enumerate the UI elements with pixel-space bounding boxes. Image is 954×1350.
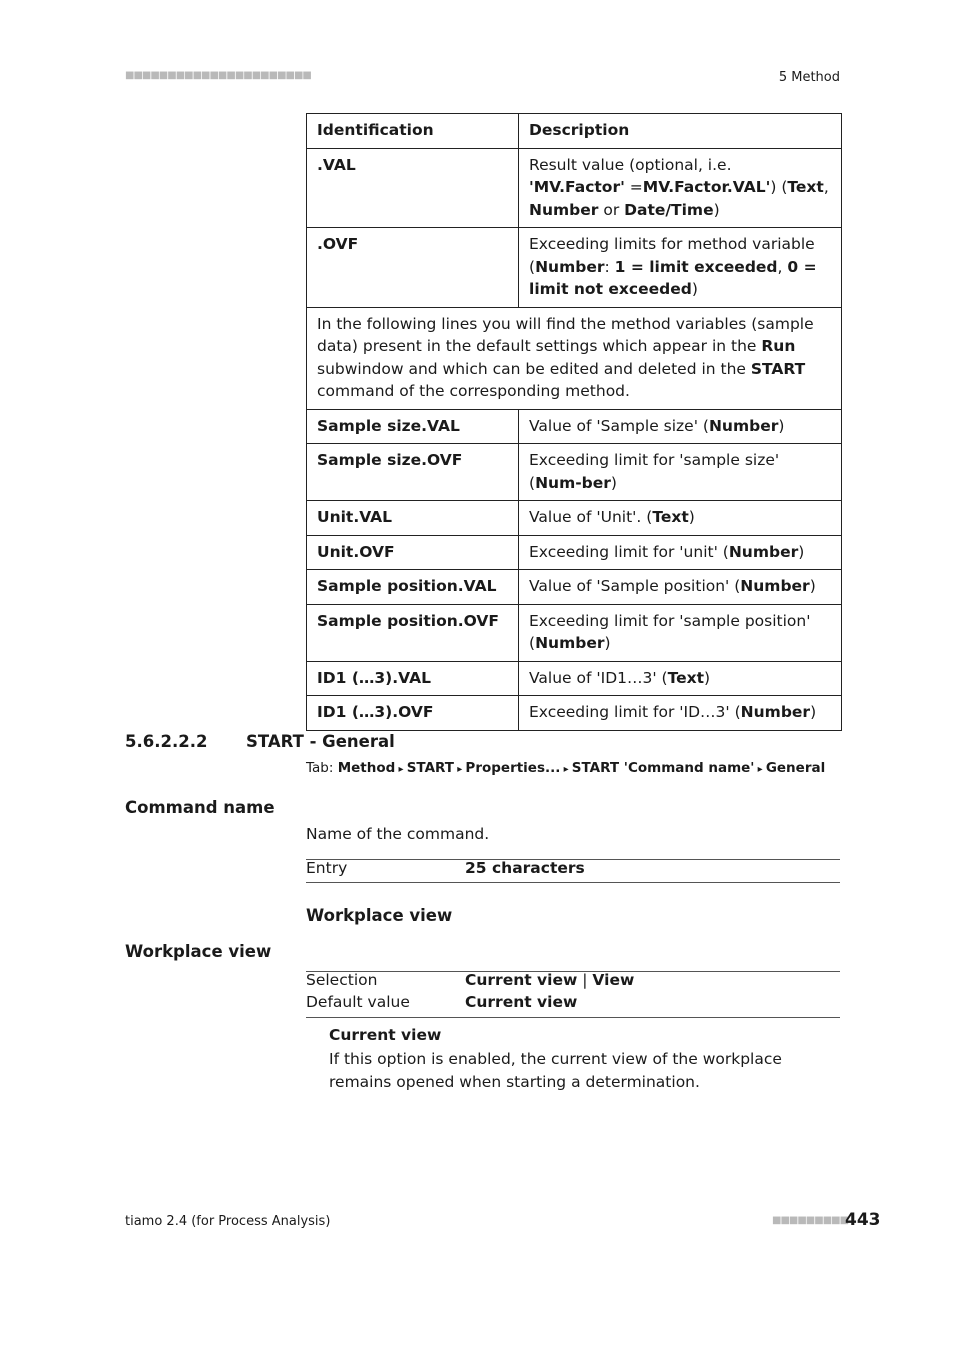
entry-key: Entry xyxy=(306,859,348,877)
row-identification: ID1 (…3).VAL xyxy=(307,661,519,696)
identification-table-body xyxy=(307,114,842,731)
default-key: Default value xyxy=(306,993,410,1011)
row-description: Exceeding limit for 'ID…3' (Number) xyxy=(519,696,842,731)
table-note-row xyxy=(307,307,842,409)
tab-path-item: General xyxy=(765,760,826,776)
row-description: Exceeding limit for 'unit' (Number) xyxy=(519,535,842,570)
selection-separator: | xyxy=(582,971,588,989)
tab-path-separator-icon: ▸ xyxy=(395,764,407,775)
option-description: If this option is enabled, the current view of the workplace remains opened when starting a determination. xyxy=(329,1050,782,1091)
table-row xyxy=(307,228,842,308)
selection-values xyxy=(465,971,634,989)
row-description: Value of 'ID1…3' (Text) xyxy=(519,661,842,696)
row-description: Exceeding limit for 'sample size' (Num-ber) xyxy=(519,444,842,501)
row-description: Exceeding limits for method variable (Number: 1 = limit exceeded, 0 = limit not exceeded) xyxy=(519,228,842,308)
option-title: Current view xyxy=(329,1026,442,1044)
row-description: Result value (optional, i.e. 'MV.Factor' =MV.Factor.VAL') (Text, Number or Date/Time) xyxy=(519,148,842,228)
table-header-identification: Identification xyxy=(307,114,519,149)
tab-path-item: Method xyxy=(337,760,396,776)
row-identification: Sample size.VAL xyxy=(307,409,519,444)
footer-product: tiamo 2.4 (for Process Analysis) xyxy=(125,1214,331,1229)
identification-table xyxy=(306,113,842,731)
table-header-description: Description xyxy=(519,114,842,149)
table-row xyxy=(307,604,842,661)
table-row xyxy=(307,570,842,605)
selection-value-view: View xyxy=(592,971,635,989)
table-row xyxy=(307,535,842,570)
table-header-row xyxy=(307,114,842,149)
row-identification: Unit.VAL xyxy=(307,501,519,536)
table-row xyxy=(307,661,842,696)
row-description: Value of 'Sample size' (Number) xyxy=(519,409,842,444)
tab-prefix: Tab: xyxy=(306,760,334,776)
default-value: Current view xyxy=(465,993,578,1011)
header-chapter: 5 Method xyxy=(778,70,840,85)
command-name-description: Name of the command. xyxy=(306,825,490,843)
divider xyxy=(306,882,840,883)
divider xyxy=(306,1017,840,1018)
table-note: In the following lines you will find the method variables (sample data) present in the default settings which appear in the Run subwindow and which can be edited and deleted in the START command of the corresponding method. xyxy=(307,307,842,409)
workplace-subheading: Workplace view xyxy=(306,906,453,925)
tab-path-item: Properties... xyxy=(465,760,561,776)
row-description: Value of 'Unit'. (Text) xyxy=(519,501,842,536)
tab-path-separator-icon: ▸ xyxy=(560,764,572,775)
tab-path-item: START 'Command name' xyxy=(571,760,755,776)
section-title: START - General xyxy=(246,732,395,751)
selection-value-current-view: Current view xyxy=(465,971,578,989)
row-identification: Sample position.OVF xyxy=(307,604,519,661)
row-identification: Sample size.OVF xyxy=(307,444,519,501)
entry-value: 25 characters xyxy=(465,859,585,877)
row-identification: .OVF xyxy=(307,228,519,308)
workplace-view-label: Workplace view xyxy=(125,942,272,961)
row-identification: ID1 (…3).OVF xyxy=(307,696,519,731)
row-identification: Unit.OVF xyxy=(307,535,519,570)
selection-key: Selection xyxy=(306,971,378,989)
row-description: Value of 'Sample position' (Number) xyxy=(519,570,842,605)
section-number: 5.6.2.2.2 xyxy=(125,732,208,751)
command-name-label: Command name xyxy=(125,798,275,817)
row-description: Exceeding limit for 'sample position' (Number) xyxy=(519,604,842,661)
footer-decoration: ■■■■■■■■■ xyxy=(772,1215,849,1226)
table-row xyxy=(307,444,842,501)
row-identification: .VAL xyxy=(307,148,519,228)
table-row xyxy=(307,409,842,444)
table-row xyxy=(307,696,842,731)
header-decoration: ■■■■■■■■■■■■■■■■■■■■■■ xyxy=(125,70,311,81)
tab-path xyxy=(306,760,825,776)
tab-path-item: START xyxy=(406,760,455,776)
table-row xyxy=(307,148,842,228)
tab-path-separator-icon: ▸ xyxy=(454,764,466,775)
table-row xyxy=(307,501,842,536)
row-identification: Sample position.VAL xyxy=(307,570,519,605)
tab-path-separator-icon: ▸ xyxy=(754,764,766,775)
page-number: 443 xyxy=(845,1210,881,1230)
tab-path-items xyxy=(338,760,826,776)
